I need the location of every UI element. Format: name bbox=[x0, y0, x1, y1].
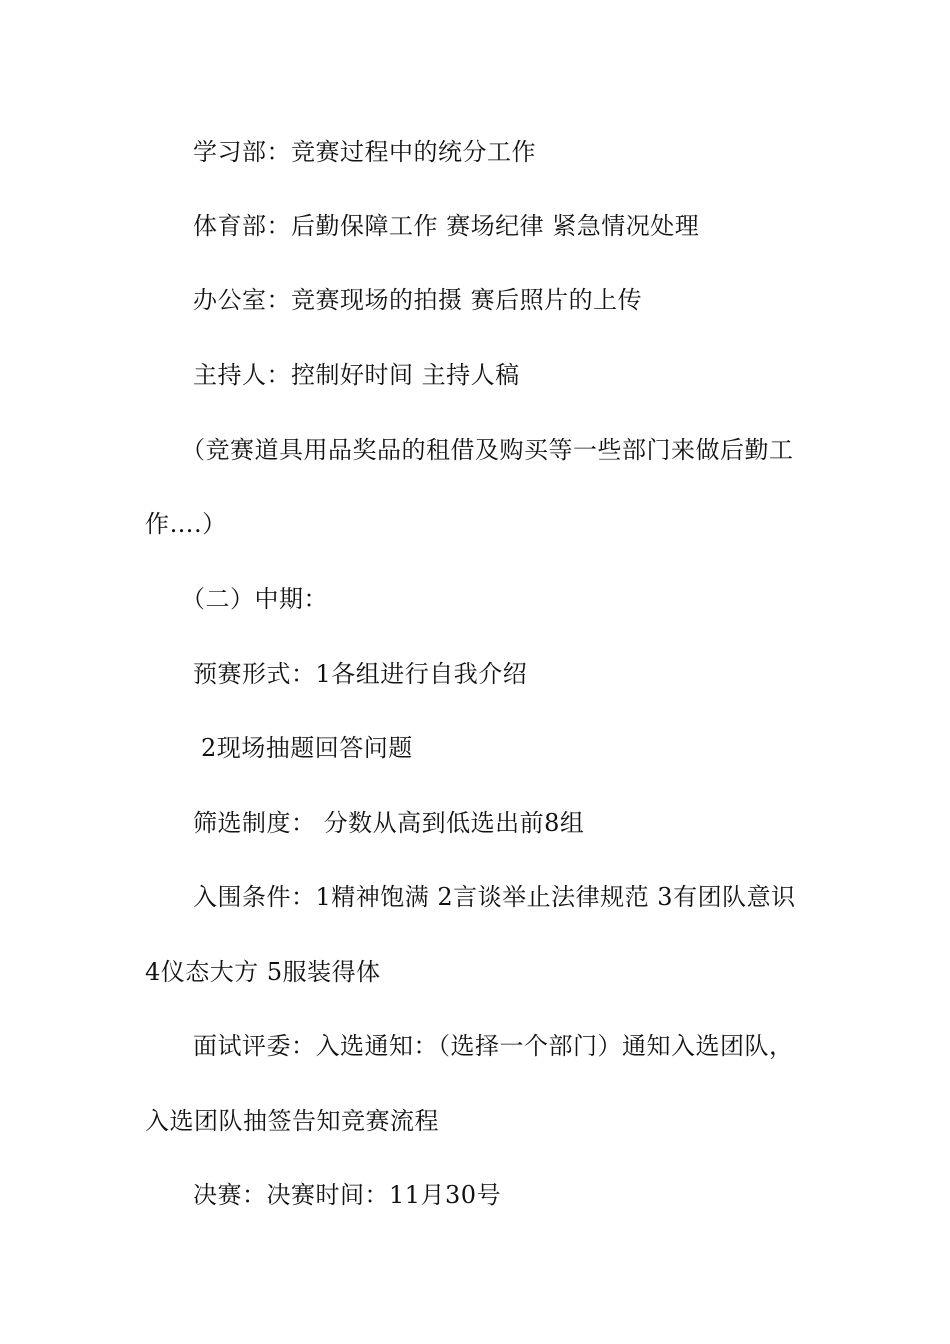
qualification-conditions-line: 入围条件：1精神饱满 2言谈举止法律规范 3有团队意识 bbox=[193, 883, 796, 911]
interview-judges-line: 面试评委：入选通知：（选择一个部门）通知入选团队， bbox=[193, 1032, 794, 1060]
logistics-note-continuation: 作….） bbox=[145, 510, 227, 538]
study-dept-line: 学习部：竞赛过程中的统分工作 bbox=[193, 138, 536, 166]
office-line: 办公室：竞赛现场的拍摄 赛后照片的上传 bbox=[193, 286, 643, 314]
host-line: 主持人：控制好时间 主持人稿 bbox=[193, 361, 520, 389]
selection-system-line: 筛选制度： 分数从高到低选出前8组 bbox=[193, 809, 585, 837]
section-heading-mid-term: （二）中期： bbox=[181, 585, 328, 613]
interview-judges-continuation: 入选团队抽签告知竞赛流程 bbox=[145, 1107, 439, 1135]
sports-dept-line: 体育部：后勤保障工作 赛场纪律 紧急情况处理 bbox=[193, 212, 700, 240]
qualification-conditions-continuation: 4仪态大方 5服装得体 bbox=[145, 958, 381, 986]
final-date-line: 决赛：决赛时间：11月30号 bbox=[193, 1181, 502, 1209]
logistics-note-line: （竞赛道具用品奖品的租借及购买等一些部门来做后勤工 bbox=[181, 436, 794, 464]
preliminary-step-two: 2现场抽题回答问题 bbox=[201, 734, 413, 762]
preliminary-format-line: 预赛形式：1各组进行自我介绍 bbox=[193, 660, 528, 688]
